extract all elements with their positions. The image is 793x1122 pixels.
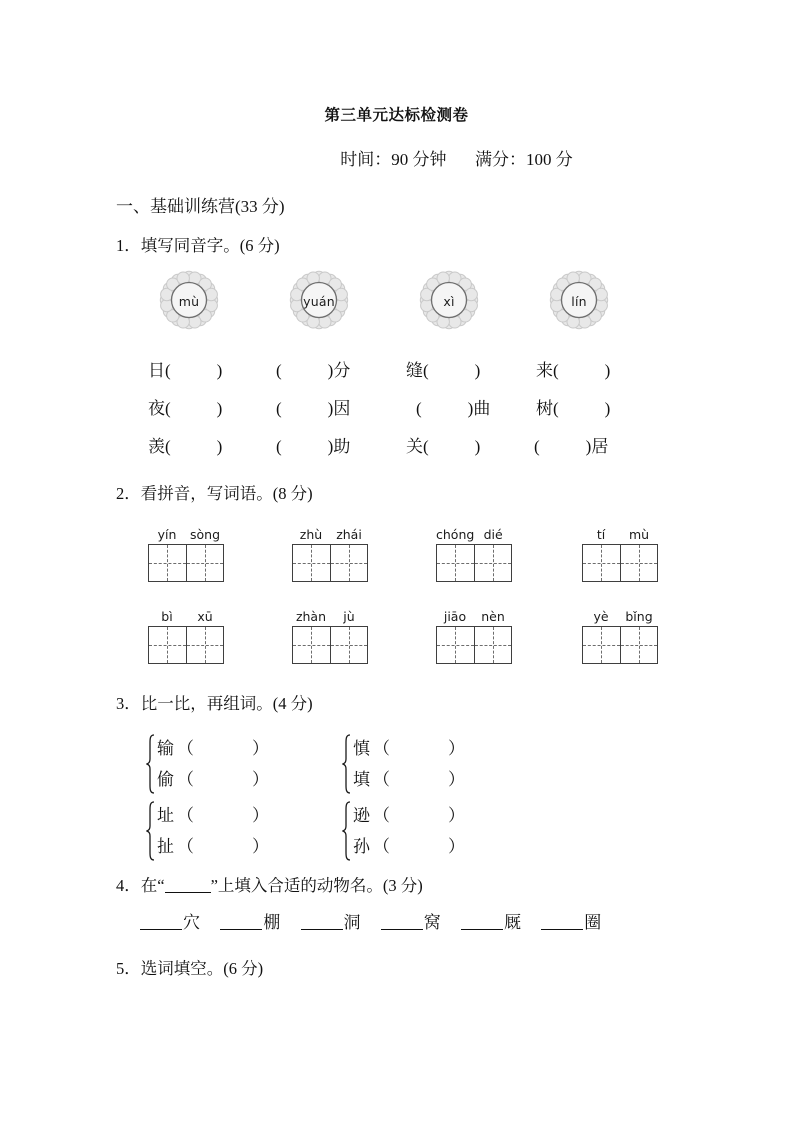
question-4-heading-blank (165, 878, 211, 893)
animal-home-blanks (140, 908, 617, 933)
section-heading-1: 一、基础训练营(33 分) (116, 197, 285, 216)
tianzige-cell[interactable] (583, 627, 620, 663)
tianzige-cell[interactable] (149, 545, 186, 581)
char-pair-row[interactable] (353, 800, 465, 831)
animal-home-char: 窝 (423, 913, 441, 932)
paren-open: （ (373, 770, 390, 789)
char-glyph: 扯 (157, 837, 174, 856)
char-pair-lines (157, 800, 269, 862)
pinyin-syllable: zhái (336, 527, 362, 542)
pinyin-syllable: yè (593, 609, 609, 624)
char-pair-group-2 (342, 733, 557, 795)
tianzige-pinyin (148, 607, 224, 626)
tianzige-block-4 (582, 525, 658, 582)
tianzige-block-5 (148, 607, 224, 664)
homophone-row (116, 352, 716, 390)
animal-blank-item[interactable] (461, 908, 521, 933)
homophone-blank[interactable]: ( )居 (534, 437, 609, 456)
paren-open: （ (373, 837, 390, 856)
tianzige-cell[interactable] (293, 545, 330, 581)
tianzige-cell[interactable] (149, 627, 186, 663)
pinyin-flower-label: yuán (303, 293, 335, 309)
brace-icon (146, 733, 156, 795)
tianzige-pinyin (148, 525, 224, 544)
pinyin-syllable: zhù (299, 527, 323, 542)
tianzige-pinyin (436, 525, 512, 544)
pinyin-syllable: tí (596, 527, 606, 542)
char-pair-lines (353, 733, 465, 795)
char-pair-row[interactable] (353, 831, 465, 862)
pinyin-flower-3 (418, 270, 480, 332)
pinyin-syllable: zhàn (295, 609, 327, 624)
tianzige-pinyin (582, 607, 658, 626)
tianzige-cell[interactable] (186, 627, 223, 663)
homophone-blank[interactable]: 缝( ) (406, 361, 481, 380)
paren-close: ） (448, 806, 465, 825)
char-pair-row[interactable] (353, 764, 465, 795)
char-glyph: 填 (353, 770, 370, 789)
homophone-blank[interactable]: ( )分 (276, 361, 351, 380)
tianzige-block-2 (292, 525, 368, 582)
pinyin-flower-1 (158, 270, 220, 332)
char-glyph: 慎 (353, 739, 370, 758)
char-glyph: 址 (157, 806, 174, 825)
animal-home-char: 厩 (504, 913, 521, 932)
animal-home-char: 洞 (343, 913, 361, 932)
paren-open: （ (373, 739, 390, 758)
tianzige-grid[interactable] (148, 544, 224, 582)
brace-icon (342, 733, 352, 795)
exam-total-score: 满分：100 分 (475, 150, 573, 169)
answer-blank[interactable] (140, 914, 182, 930)
animal-blank-item[interactable] (140, 908, 200, 933)
paren-close: ） (448, 770, 465, 789)
pinyin-syllable: yín (157, 527, 177, 542)
tianzige-pinyin (292, 525, 368, 544)
tianzige-grid[interactable] (292, 626, 368, 664)
homophone-row (116, 428, 716, 466)
tianzige-block-6 (292, 607, 368, 664)
animal-blank-item[interactable] (541, 908, 601, 933)
paren-open: （ (177, 739, 194, 758)
animal-blank-item[interactable] (220, 908, 280, 933)
pinyin-syllable: bǐng (625, 609, 653, 624)
animal-blank-item[interactable] (301, 908, 361, 933)
answer-blank[interactable] (301, 914, 343, 930)
pinyin-syllable: sòng (189, 527, 221, 542)
question-4-heading-before: 4．在“ (116, 876, 165, 895)
char-glyph: 偷 (157, 770, 174, 789)
question-2-heading: 2．看拼音，写词语。(8 分) (116, 484, 313, 503)
pinyin-syllable: dié (483, 527, 503, 542)
exam-meta (0, 145, 793, 170)
tianzige-cell[interactable] (186, 545, 223, 581)
char-pair-row[interactable] (157, 733, 269, 764)
tianzige-pinyin (436, 607, 512, 626)
paren-open: （ (177, 837, 194, 856)
tianzige-cell[interactable] (437, 545, 474, 581)
answer-blank[interactable] (381, 914, 423, 930)
question-4-heading (116, 872, 423, 896)
paren-close: ） (448, 837, 465, 856)
tianzige-grid[interactable] (292, 544, 368, 582)
exam-time: 时间：90 分钟 (340, 150, 447, 169)
homophone-blank[interactable]: ( )助 (276, 437, 351, 456)
tianzige-grid[interactable] (436, 544, 512, 582)
pinyin-syllable: mù (628, 527, 650, 542)
paren-open: （ (177, 770, 194, 789)
animal-home-char: 圈 (584, 913, 602, 932)
char-pair-row[interactable] (157, 764, 269, 795)
homophone-blank[interactable]: 关( ) (406, 437, 481, 456)
homophone-row (116, 390, 716, 428)
paren-close: ） (252, 770, 269, 789)
homophone-blank[interactable]: 树( ) (536, 399, 611, 418)
tianzige-grid[interactable] (148, 626, 224, 664)
homophone-blank[interactable]: 夜( ) (148, 399, 223, 418)
tianzige-pinyin (582, 525, 658, 544)
tianzige-cell[interactable] (293, 627, 330, 663)
tianzige-grid[interactable] (582, 544, 658, 582)
char-pair-group-4 (342, 800, 557, 862)
pinyin-flower-label: mù (178, 293, 200, 309)
page-title: 第三单元达标检测卷 (324, 106, 469, 124)
paren-open: （ (177, 806, 194, 825)
question-5-heading: 5．选词填空。(6 分) (116, 959, 264, 978)
tianzige-grid[interactable] (436, 626, 512, 664)
question-3-heading: 3．比一比，再组词。(4 分) (116, 694, 313, 713)
homophone-answer-rows (116, 352, 716, 466)
brace-icon (146, 800, 156, 862)
pinyin-flower-row (116, 264, 716, 344)
tianzige-cell[interactable] (474, 627, 511, 663)
tianzige-pinyin (292, 607, 368, 626)
answer-blank[interactable] (541, 914, 583, 930)
char-pair-row[interactable] (353, 733, 465, 764)
tianzige-block-8 (582, 607, 658, 664)
char-pair-group-3 (146, 800, 361, 862)
animal-home-char: 棚 (263, 913, 281, 932)
tianzige-cell[interactable] (583, 545, 620, 581)
answer-blank[interactable] (461, 914, 503, 930)
paren-close: ） (252, 837, 269, 856)
tianzige-cell[interactable] (474, 545, 511, 581)
tianzige-cell[interactable] (330, 627, 367, 663)
pinyin-flower-label: lín (571, 293, 587, 309)
animal-blank-item[interactable] (381, 908, 441, 933)
paren-close: ） (252, 806, 269, 825)
tianzige-grid[interactable] (582, 626, 658, 664)
tianzige-cell[interactable] (620, 545, 657, 581)
question-1-heading: 1．填写同音字。(6 分) (116, 236, 280, 255)
paren-open: （ (373, 806, 390, 825)
tianzige-cell[interactable] (620, 627, 657, 663)
question-4-heading-after: ”上填入合适的动物名。(3 分) (210, 876, 423, 895)
pinyin-flower-label: xì (443, 293, 455, 309)
homophone-blank[interactable]: 来( ) (536, 361, 611, 380)
paren-close: ） (252, 739, 269, 758)
homophone-blank[interactable]: ( )因 (276, 399, 351, 418)
pinyin-syllable: xū (197, 609, 213, 624)
char-glyph: 逊 (353, 806, 370, 825)
tianzige-block-3 (436, 525, 512, 582)
char-pair-lines (353, 800, 465, 862)
char-pair-row[interactable] (157, 800, 269, 831)
pinyin-flower-2 (288, 270, 350, 332)
char-pair-lines (157, 733, 269, 795)
tianzige-cell[interactable] (437, 627, 474, 663)
tianzige-block-1 (148, 525, 224, 582)
answer-blank[interactable] (220, 914, 262, 930)
pinyin-flower-4 (548, 270, 610, 332)
pinyin-syllable: chóng (436, 527, 475, 542)
pinyin-syllable: jiāo (443, 609, 467, 624)
tianzige-cell[interactable] (330, 545, 367, 581)
pinyin-syllable: jù (343, 609, 355, 624)
homophone-blank[interactable]: 羡( ) (148, 437, 223, 456)
tianzige-block-7 (436, 607, 512, 664)
char-pair-group-1 (146, 733, 361, 795)
pinyin-syllable: nèn (481, 609, 505, 624)
char-glyph: 输 (157, 739, 174, 758)
homophone-blank[interactable]: 日( ) (148, 361, 223, 380)
animal-home-char: 穴 (183, 913, 200, 932)
char-glyph: 孙 (353, 837, 370, 856)
homophone-blank[interactable]: ( )曲 (416, 399, 491, 418)
brace-icon (342, 800, 352, 862)
paren-close: ） (448, 739, 465, 758)
pinyin-syllable: bì (161, 609, 173, 624)
char-pair-row[interactable] (157, 831, 269, 862)
